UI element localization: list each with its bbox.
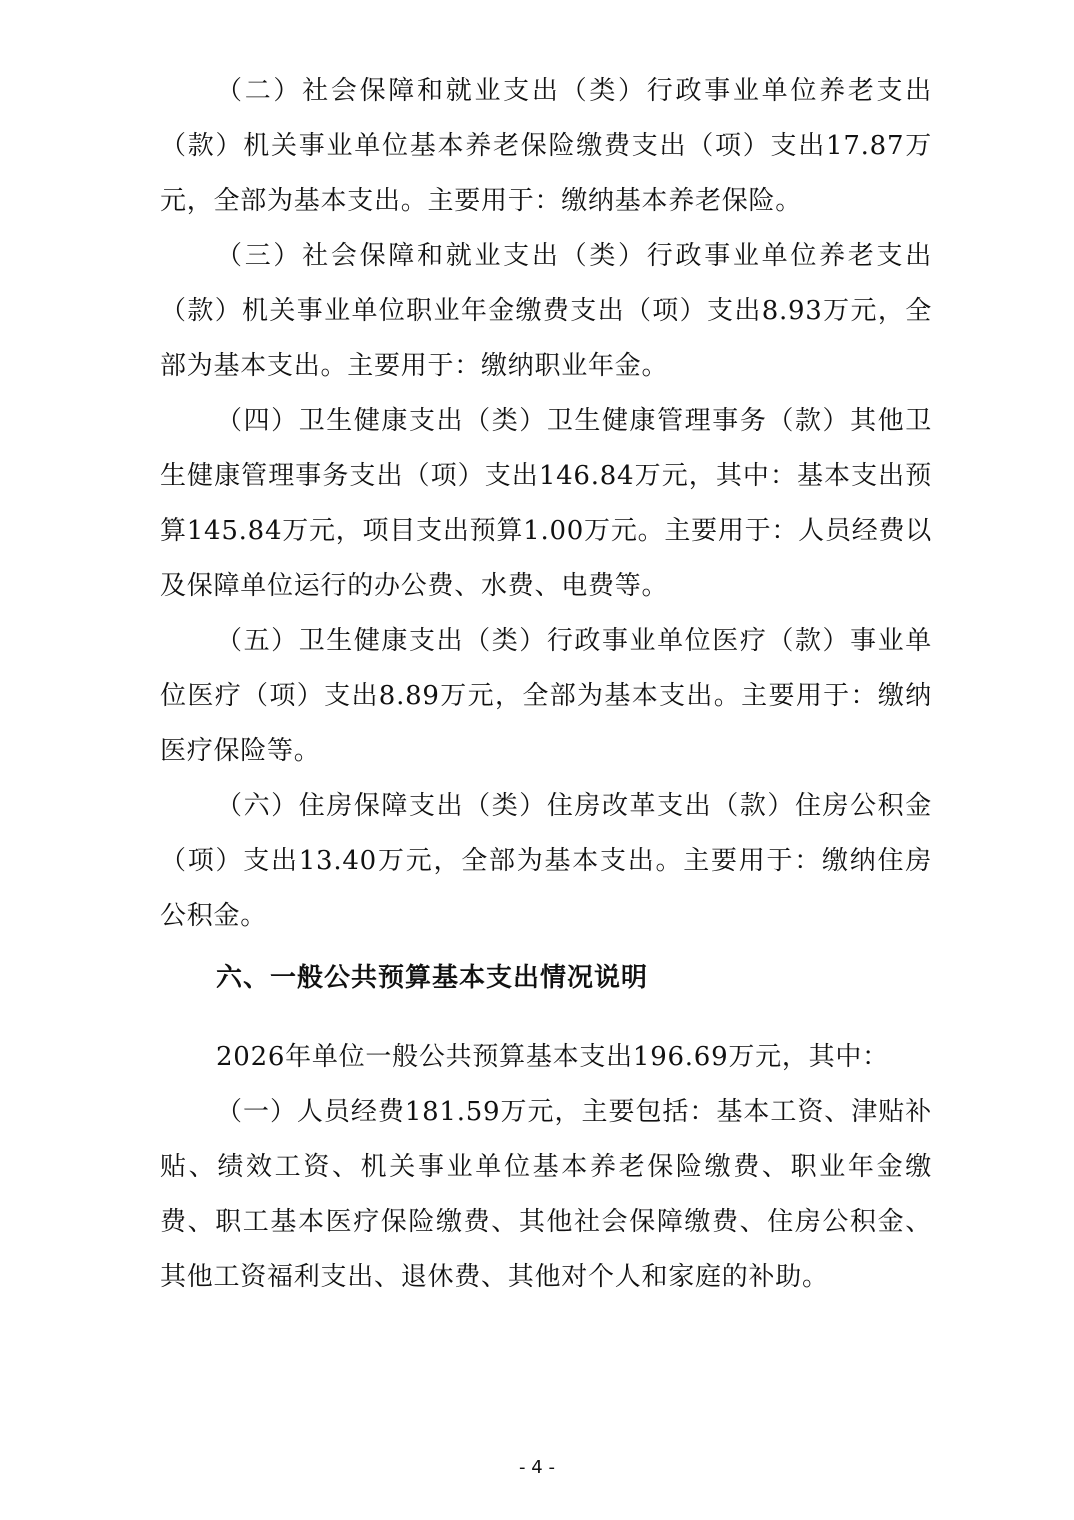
paragraph-item-6: （六）住房保障支出（类）住房改革支出（款）住房公积金（项）支出13.40万元，全部为基本支出。主要用于：缴纳住房公积金。 bbox=[160, 791, 932, 931]
paragraph-item-5: （五）卫生健康支出（类）行政事业单位医疗（款）事业单位医疗（项）支出8.89万元，全部为基本支出。主要用于：缴纳医疗保险等。 bbox=[160, 626, 932, 766]
paragraph-item-4: （四）卫生健康支出（类）卫生健康管理事务（款）其他卫生健康管理事务支出（项）支出146.84万元，其中：基本支出预算145.84万元，项目支出预算1.00万元。主要用于：人员经费以及保障单位运行的办公费、水费、电费等。 bbox=[160, 406, 932, 601]
paragraph-personnel-costs: （一）人员经费181.59万元，主要包括：基本工资、津贴补贴、绩效工资、机关事业单位基本养老保险缴费、职业年金缴费、职工基本医疗保险缴费、其他社会保障缴费、住房公积金、其他工资福利支出、退休费、其他对个人和家庭的补助。 bbox=[160, 1097, 932, 1292]
paragraph-item-2: （二）社会保障和就业支出（类）行政事业单位养老支出（款）机关事业单位基本养老保险缴费支出（项）支出17.87万元，全部为基本支出。主要用于：缴纳基本养老保险。 bbox=[160, 76, 932, 216]
basic-expenditure-section bbox=[160, 1030, 932, 1305]
paragraph-item-3: （三）社会保障和就业支出（类）行政事业单位养老支出（款）机关事业单位职业年金缴费支出（项）支出8.93万元，全部为基本支出。主要用于：缴纳职业年金。 bbox=[160, 241, 932, 381]
expenditure-items-section bbox=[160, 64, 932, 944]
paragraph-summary: 2026年单位一般公共预算基本支出196.69万元，其中： bbox=[216, 1042, 889, 1072]
section-heading: 六、一般公共预算基本支出情况说明 bbox=[216, 963, 649, 993]
page-number: - 4 - bbox=[519, 1457, 555, 1478]
